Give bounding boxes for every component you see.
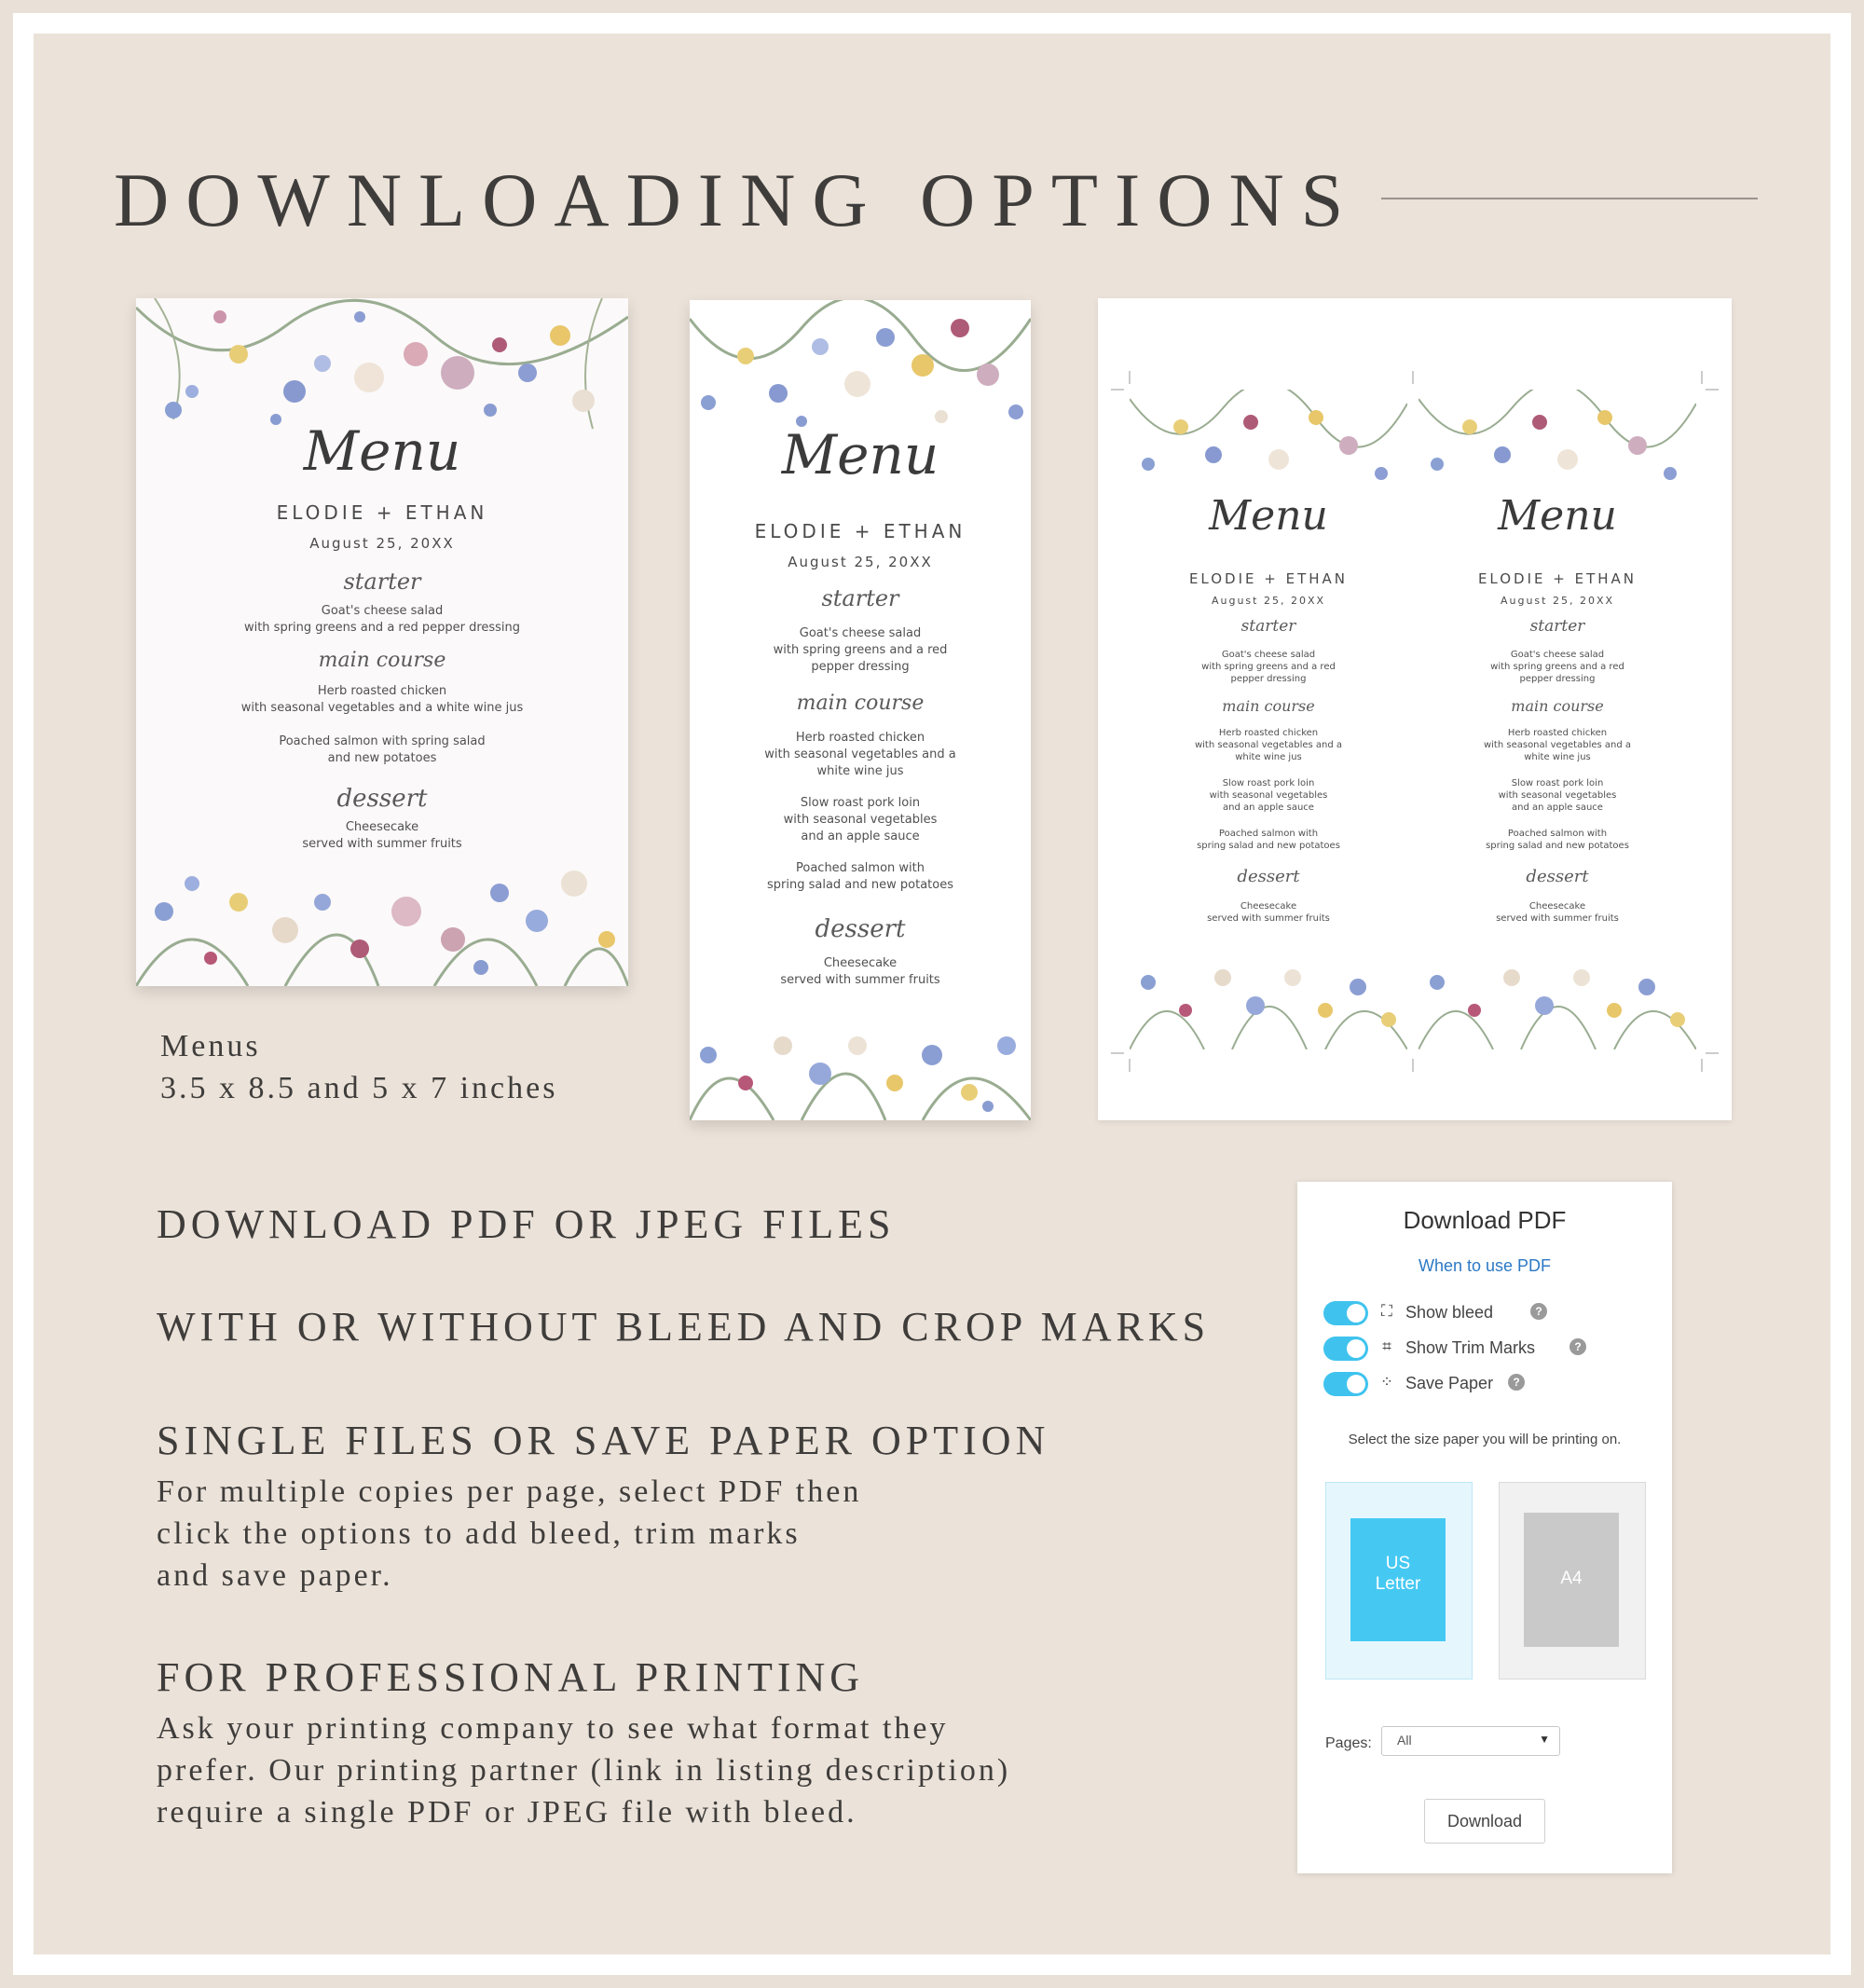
starter-line: with spring greens and a red [1201,662,1336,672]
menu-preview-tall [690,300,1031,1120]
starter-item: Goat's cheese salad [321,604,444,618]
help-icon[interactable]: ? [1530,1303,1547,1320]
main-line: Poached salmon with [1507,829,1608,839]
pages-select[interactable] [1381,1726,1560,1756]
save-paper-toggle[interactable] [1323,1372,1368,1396]
starter-desc: with spring greens and a red pepper dressing [243,621,521,635]
dessert-item: Cheesecake [345,820,419,834]
floral-bottom-illustration [690,1008,1031,1120]
main-line: white wine jus [1235,752,1302,762]
main-line: white wine jus [1524,752,1591,762]
help-icon[interactable]: ? [1569,1338,1586,1355]
main-item-2: Poached salmon with spring salad [279,734,486,748]
main-line: spring salad and new potatoes [767,878,953,892]
feature-heading-save-paper: SINGLE FILES OR SAVE PAPER OPTION [157,1418,1050,1463]
paper-size-a4[interactable] [1499,1482,1646,1680]
starter-line: pepper dressing [1519,674,1596,684]
main-line: Herb roasted chicken [795,731,925,745]
grid-icon: ⁘ [1379,1373,1394,1391]
feature-text-line: and save paper. [157,1558,393,1593]
main-line: Slow roast pork loin [1511,778,1604,788]
main-line: spring salad and new potatoes [1197,841,1340,851]
feature-text-line: prefer. Our printing partner (link in listing description) [157,1753,1011,1788]
us-letter-label-line: Letter [1375,1574,1421,1594]
dessert-heading: dessert [815,915,906,943]
main-desc-2: and new potatoes [327,751,437,765]
couple-names: ELODIE + ETHAN [276,501,488,524]
main-heading: main course [318,649,446,672]
dessert-line: served with summer fruits [780,973,940,987]
main-line: Slow roast pork loin [1222,778,1315,788]
feature-text-line: click the options to add bleed, trim marks [157,1516,801,1551]
main-line: and an apple sauce [801,829,920,843]
pages-select-value: All [1397,1733,1412,1748]
event-date: August 25, 20XX [1211,595,1326,607]
main-line: with seasonal vegetables and a [1483,740,1632,750]
main-line: with seasonal vegetables [1498,790,1617,801]
feature-text-line: require a single PDF or JPEG file with bleed. [157,1795,857,1830]
main-desc-1: with seasonal vegetables and a white wine jus [240,701,524,715]
toggle-knob [1347,1375,1365,1393]
starter-heading: starter [343,569,421,595]
main-line: Herb roasted chicken [1507,728,1608,738]
us-letter-thumbnail [1350,1518,1446,1641]
help-icon[interactable]: ? [1508,1374,1525,1391]
main-line: with seasonal vegetables [783,813,938,827]
main-line: Poached salmon with [796,861,925,875]
dessert-heading: dessert [1526,867,1589,886]
main-line: and an apple sauce [1223,802,1314,813]
starter-line: Goat's cheese salad [1221,650,1316,660]
dessert-line: served with summer fruits [1496,913,1619,924]
toggle-knob [1347,1339,1365,1358]
show-trim-marks-toggle[interactable] [1323,1337,1368,1361]
main-line: Poached salmon with [1218,829,1319,839]
couple-names: ELODIE + ETHAN [754,520,966,542]
a4-thumbnail [1524,1513,1619,1647]
dessert-desc: served with summer fruits [302,837,462,851]
when-to-use-pdf-link[interactable]: When to use PDF [1418,1256,1552,1275]
paper-size-us-letter[interactable] [1325,1482,1473,1680]
title-divider [1381,198,1758,199]
event-date: August 25, 20XX [1500,595,1615,607]
menu-script-title: Menu [303,419,461,483]
download-button[interactable]: Download [1424,1799,1545,1844]
starter-heading: starter [1240,617,1296,636]
option-show-trim-marks [1323,1335,1659,1361]
starter-line: pepper dressing [1230,674,1307,684]
main-heading: main course [1511,697,1604,715]
menu-script-title: Menu [781,423,939,487]
main-line: with seasonal vegetables and a [764,747,956,761]
couple-names: ELODIE + ETHAN [1477,570,1638,587]
starter-line: with spring greens and a red [773,643,948,657]
couple-names: ELODIE + ETHAN [1188,570,1349,587]
starter-line: pepper dressing [811,660,910,674]
pages-label: Pages: [1325,1735,1372,1751]
size-caption-title: Menus [160,1029,261,1063]
page-title: DOWNLOADING OPTIONS [114,158,1361,242]
download-pdf-dialog [1297,1182,1672,1873]
main-line: Slow roast pork loin [800,796,921,810]
starter-heading: starter [1529,617,1585,636]
feature-heading-bleed: WITH OR WITHOUT BLEED AND CROP MARKS [157,1304,1211,1350]
starter-heading: starter [821,585,899,611]
main-heading: main course [1222,697,1315,715]
main-heading: main course [796,692,925,715]
save-paper-label: Save Paper [1405,1374,1494,1392]
trim-marks-icon: ⌗ [1382,1337,1391,1355]
starter-line: Goat's cheese salad [799,626,922,640]
floral-bottom-illustration [136,856,628,986]
dessert-line: served with summer fruits [1207,913,1330,924]
a4-label: A4 [1560,1569,1583,1588]
main-item-1: Herb roasted chicken [317,684,447,698]
dessert-line: Cheesecake [1528,901,1586,912]
main-line: white wine jus [816,764,904,778]
show-bleed-toggle[interactable] [1323,1301,1368,1325]
dessert-heading: dessert [336,785,428,813]
main-line: with seasonal vegetables [1209,790,1328,801]
size-caption-dimensions: 3.5 x 8.5 and 5 x 7 inches [160,1071,558,1105]
show-trim-marks-label: Show Trim Marks [1405,1338,1536,1357]
option-show-bleed [1323,1299,1659,1325]
dessert-line: Cheesecake [823,956,898,970]
paper-size-instruction: Select the size paper you will be printing on. [1348,1432,1622,1447]
starter-line: Goat's cheese salad [1510,650,1605,660]
menu-script-title: Menu [1209,492,1328,540]
dialog-title: Download PDF [1403,1206,1567,1234]
floral-top-illustration [690,300,1031,440]
main-line: spring salad and new potatoes [1486,841,1629,851]
dessert-line: Cheesecake [1240,901,1297,912]
menu-script-title: Menu [1498,492,1617,540]
show-bleed-label: Show bleed [1405,1303,1494,1322]
starter-line: with spring greens and a red [1490,662,1624,672]
event-date: August 25, 20XX [309,535,455,552]
menu-preview-5x7 [136,298,628,986]
feature-text-line: Ask your printing company to see what format they [157,1711,949,1746]
feature-heading-formats: DOWNLOAD PDF OR JPEG FILES [157,1201,896,1247]
trim-marks [1098,298,1732,1120]
main-line: Herb roasted chicken [1218,728,1319,738]
dessert-heading: dessert [1237,867,1300,886]
save-paper-sheet-preview [1098,298,1732,1120]
main-line: and an apple sauce [1512,802,1603,813]
bleed-icon: ⛶ [1381,1302,1392,1320]
chevron-down-icon: ▼ [1539,1733,1550,1746]
feature-heading-professional: FOR PROFESSIONAL PRINTING [157,1654,865,1700]
option-save-paper [1323,1370,1659,1396]
feature-text-line: For multiple copies per page, select PDF then [157,1474,862,1509]
us-letter-label-line: US [1385,1554,1411,1573]
event-date: August 25, 20XX [788,554,933,570]
toggle-knob [1347,1304,1365,1323]
main-line: with seasonal vegetables and a [1194,740,1343,750]
